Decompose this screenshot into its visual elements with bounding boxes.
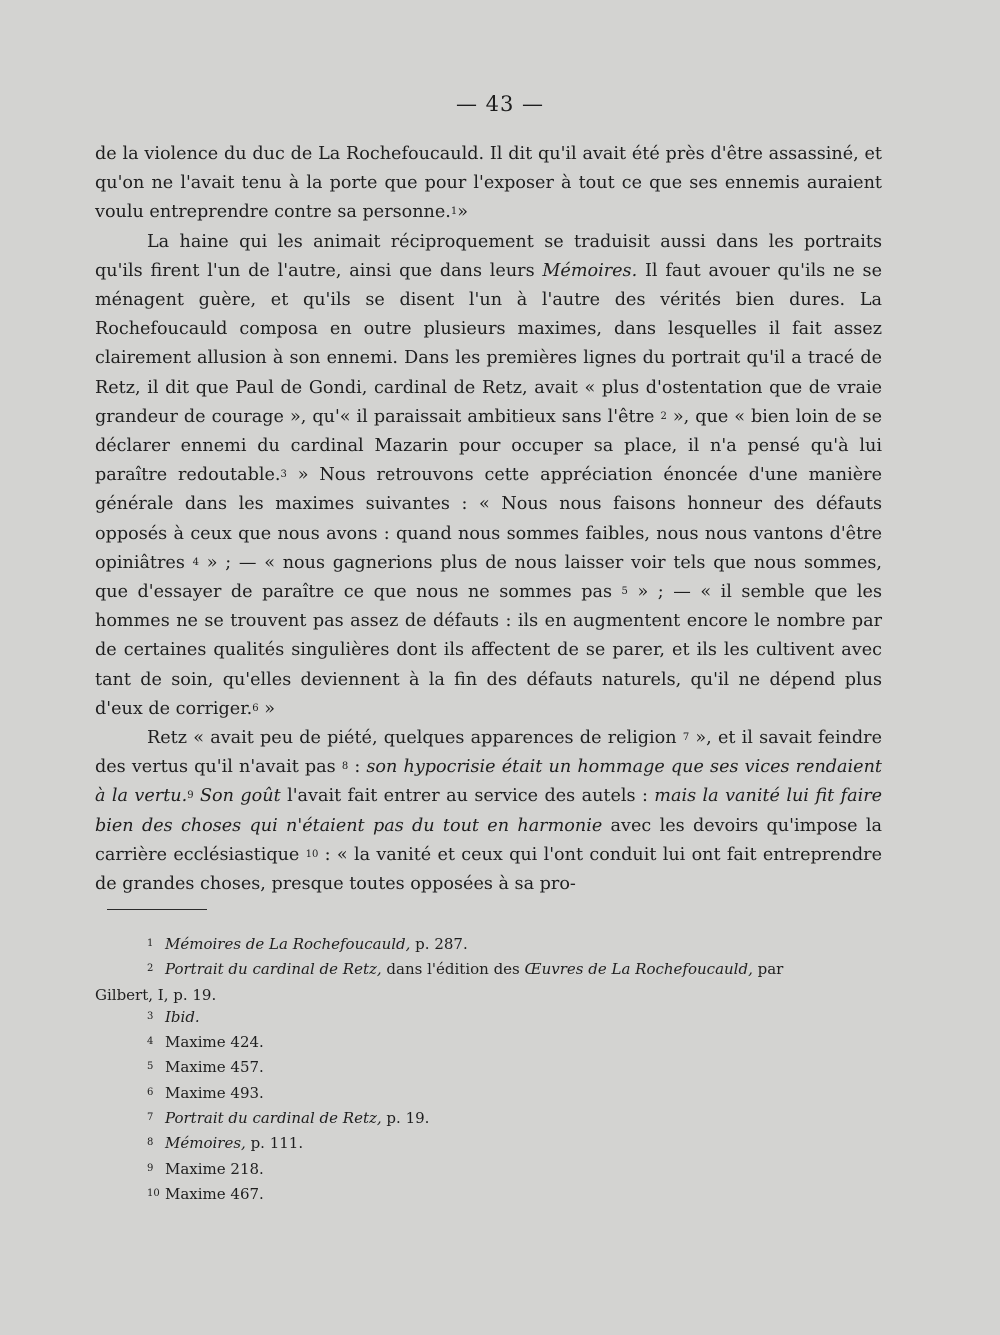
text-run: Maxime 493. [165, 1083, 264, 1102]
footnote-number: 2 [147, 963, 154, 975]
text-run: » [457, 202, 469, 223]
paragraph [95, 140, 882, 228]
footnote [95, 1107, 882, 1132]
text-run: », que « bien loin de se déclarer ennemi du cardinal Mazarin pour occuper sa place, il n'a pensé qu'à lui paraître redoutable. [95, 406, 882, 486]
footnote [95, 1006, 882, 1031]
italic-text: Portrait du cardinal de Retz, [165, 960, 382, 979]
italic-text: Son goût [200, 786, 281, 807]
footnote-number: 9 [147, 1162, 154, 1174]
footnote-ref: 4 [192, 556, 199, 568]
footnote [95, 1183, 882, 1208]
page-number: — 43 — [455, 92, 545, 116]
footnote-number: 5 [147, 1061, 154, 1073]
footnote [95, 1031, 882, 1056]
text-run: p. 19. [381, 1109, 430, 1128]
footnote-ref: 6 [252, 702, 259, 714]
text-run: p. 111. [245, 1134, 304, 1153]
footnote-number: 6 [147, 1086, 154, 1098]
body-text [95, 140, 882, 899]
text-run: » [258, 698, 275, 719]
text-run: Maxime 457. [165, 1058, 264, 1077]
text-run: : [348, 757, 367, 778]
text-run: Maxime 218. [165, 1159, 264, 1178]
text-run: de la violence du duc de La Rochefoucauld. Il dit qu'il avait été près d'être assassiné, et qu'on ne l'avait tenu à la porte que pour l'exposer à tout ce que ses ennemis auraient voulu entreprendre contre sa personne. [95, 144, 882, 223]
footnote-number: 8 [147, 1137, 154, 1149]
text-run: La haine qui les animait réciproquement se traduisit aussi dans les portraits qu'ils firent l'un de l'autre, ainsi que dans leurs [95, 231, 882, 281]
footnote-ref: 2 [660, 410, 667, 422]
italic-text: Mémoires de La Rochefoucauld, [165, 935, 411, 953]
text-run: Maxime 424. [165, 1033, 264, 1052]
paragraph [95, 228, 882, 724]
footnotes [95, 933, 882, 1208]
footnote [95, 958, 882, 983]
footnote-ref: 5 [621, 586, 628, 598]
footnote-ref: 7 [682, 732, 690, 744]
italic-text: mais la vanité lui fit faire bien des choses qui n'étaient pas du tout en harmonie [95, 786, 883, 836]
text-run: » ; — « nous gagnerions plus de nous laisser voir tels que nous sommes, que d'essayer de paraître ce que nous ne sommes pas [95, 552, 882, 603]
footnote [95, 1082, 882, 1107]
footnote-number: 3 [147, 1010, 154, 1022]
italic-text: Ibid. [165, 1007, 200, 1026]
footnote-continuation: Gilbert, I, p. 19. [95, 985, 217, 1004]
text-run: Retz « avait peu de piété, quelques apparences de religion [147, 728, 683, 749]
footnote [95, 1158, 882, 1183]
paragraph [95, 724, 882, 899]
italic-text: Mémoires, [165, 1134, 246, 1153]
footnote-ref: 1 [450, 206, 458, 218]
text-run: : « la vanité et ceux qui l'ont conduit lui ont fait entreprendre de grandes choses, presque toutes opposées à sa pro- [95, 844, 882, 895]
text-run: par [752, 960, 784, 979]
text-run: » Nous retrouvons cette appréciation énoncée d'une manière générale dans les maximes suivantes : « Nous nous faisons honneur des défauts opposés à ceux que nous avons : quand nous sommes faibles, nous nous vantons d'être opiniâtres [95, 465, 882, 573]
footnote-number: 4 [147, 1036, 154, 1048]
italic-text: Portrait du cardinal de Retz, [165, 1109, 382, 1128]
footnote-number: 1 [147, 938, 154, 949]
footnote-ref: 3 [280, 469, 287, 481]
text-run: dans l'édition des [381, 960, 525, 979]
italic-text: Mémoires. [542, 260, 638, 281]
footnote-number: 7 [147, 1112, 154, 1124]
footnote-ref: 8 [341, 761, 349, 773]
text-run: p. 287. [410, 935, 468, 953]
text-run: », et il savait feindre des vertus qu'il n'avait pas [95, 728, 882, 778]
italic-text: son hypocrisie était un hommage que ses vices rendaient à la vertu. [95, 757, 882, 807]
text-run: avec les devoirs qu'impose la carrière ecclésiastique [95, 815, 882, 865]
text-run: » ; — « il semble que les hommes ne se trouvent pas assez de défauts : ils en augmentent encore le nombre par de certaines qualités singulières dont ils affectent de se parer, et ils les cultivent avec tant de soin, qu'elles deviennent à la fin des défauts naturels, qu'il ne dépend plus d'eux de corriger. [95, 582, 882, 719]
footnote-ref: 9 [187, 790, 194, 802]
footnote [95, 1056, 882, 1081]
text-run: l'avait fait entrer au service des autels : [280, 786, 655, 807]
footnote-ref: 10 [305, 848, 319, 860]
footnote [95, 933, 882, 958]
text-run: Il faut avouer qu'ils ne se ménagent guère, et qu'ils se disent l'un à l'autre des vérités bien dures. La Rochefoucauld composa en outre plusieurs maximes, dans lesquelles il fait assez clairement allusion à son ennemi. Dans les premières lignes du portrait qu'il a tracé de Retz, il dit que Paul de Gondi, cardinal de Retz, avait « plus d'ostentation que de vraie grandeur de courage », qu'« il paraissait ambitieux sans l'être [95, 260, 882, 427]
footnote-separator [107, 909, 207, 910]
text-run: Maxime 467. [165, 1184, 264, 1203]
footnote-number: 10 [147, 1187, 160, 1199]
italic-text: Œuvres de La Rochefoucauld, [524, 960, 753, 979]
footnote [95, 1132, 882, 1157]
